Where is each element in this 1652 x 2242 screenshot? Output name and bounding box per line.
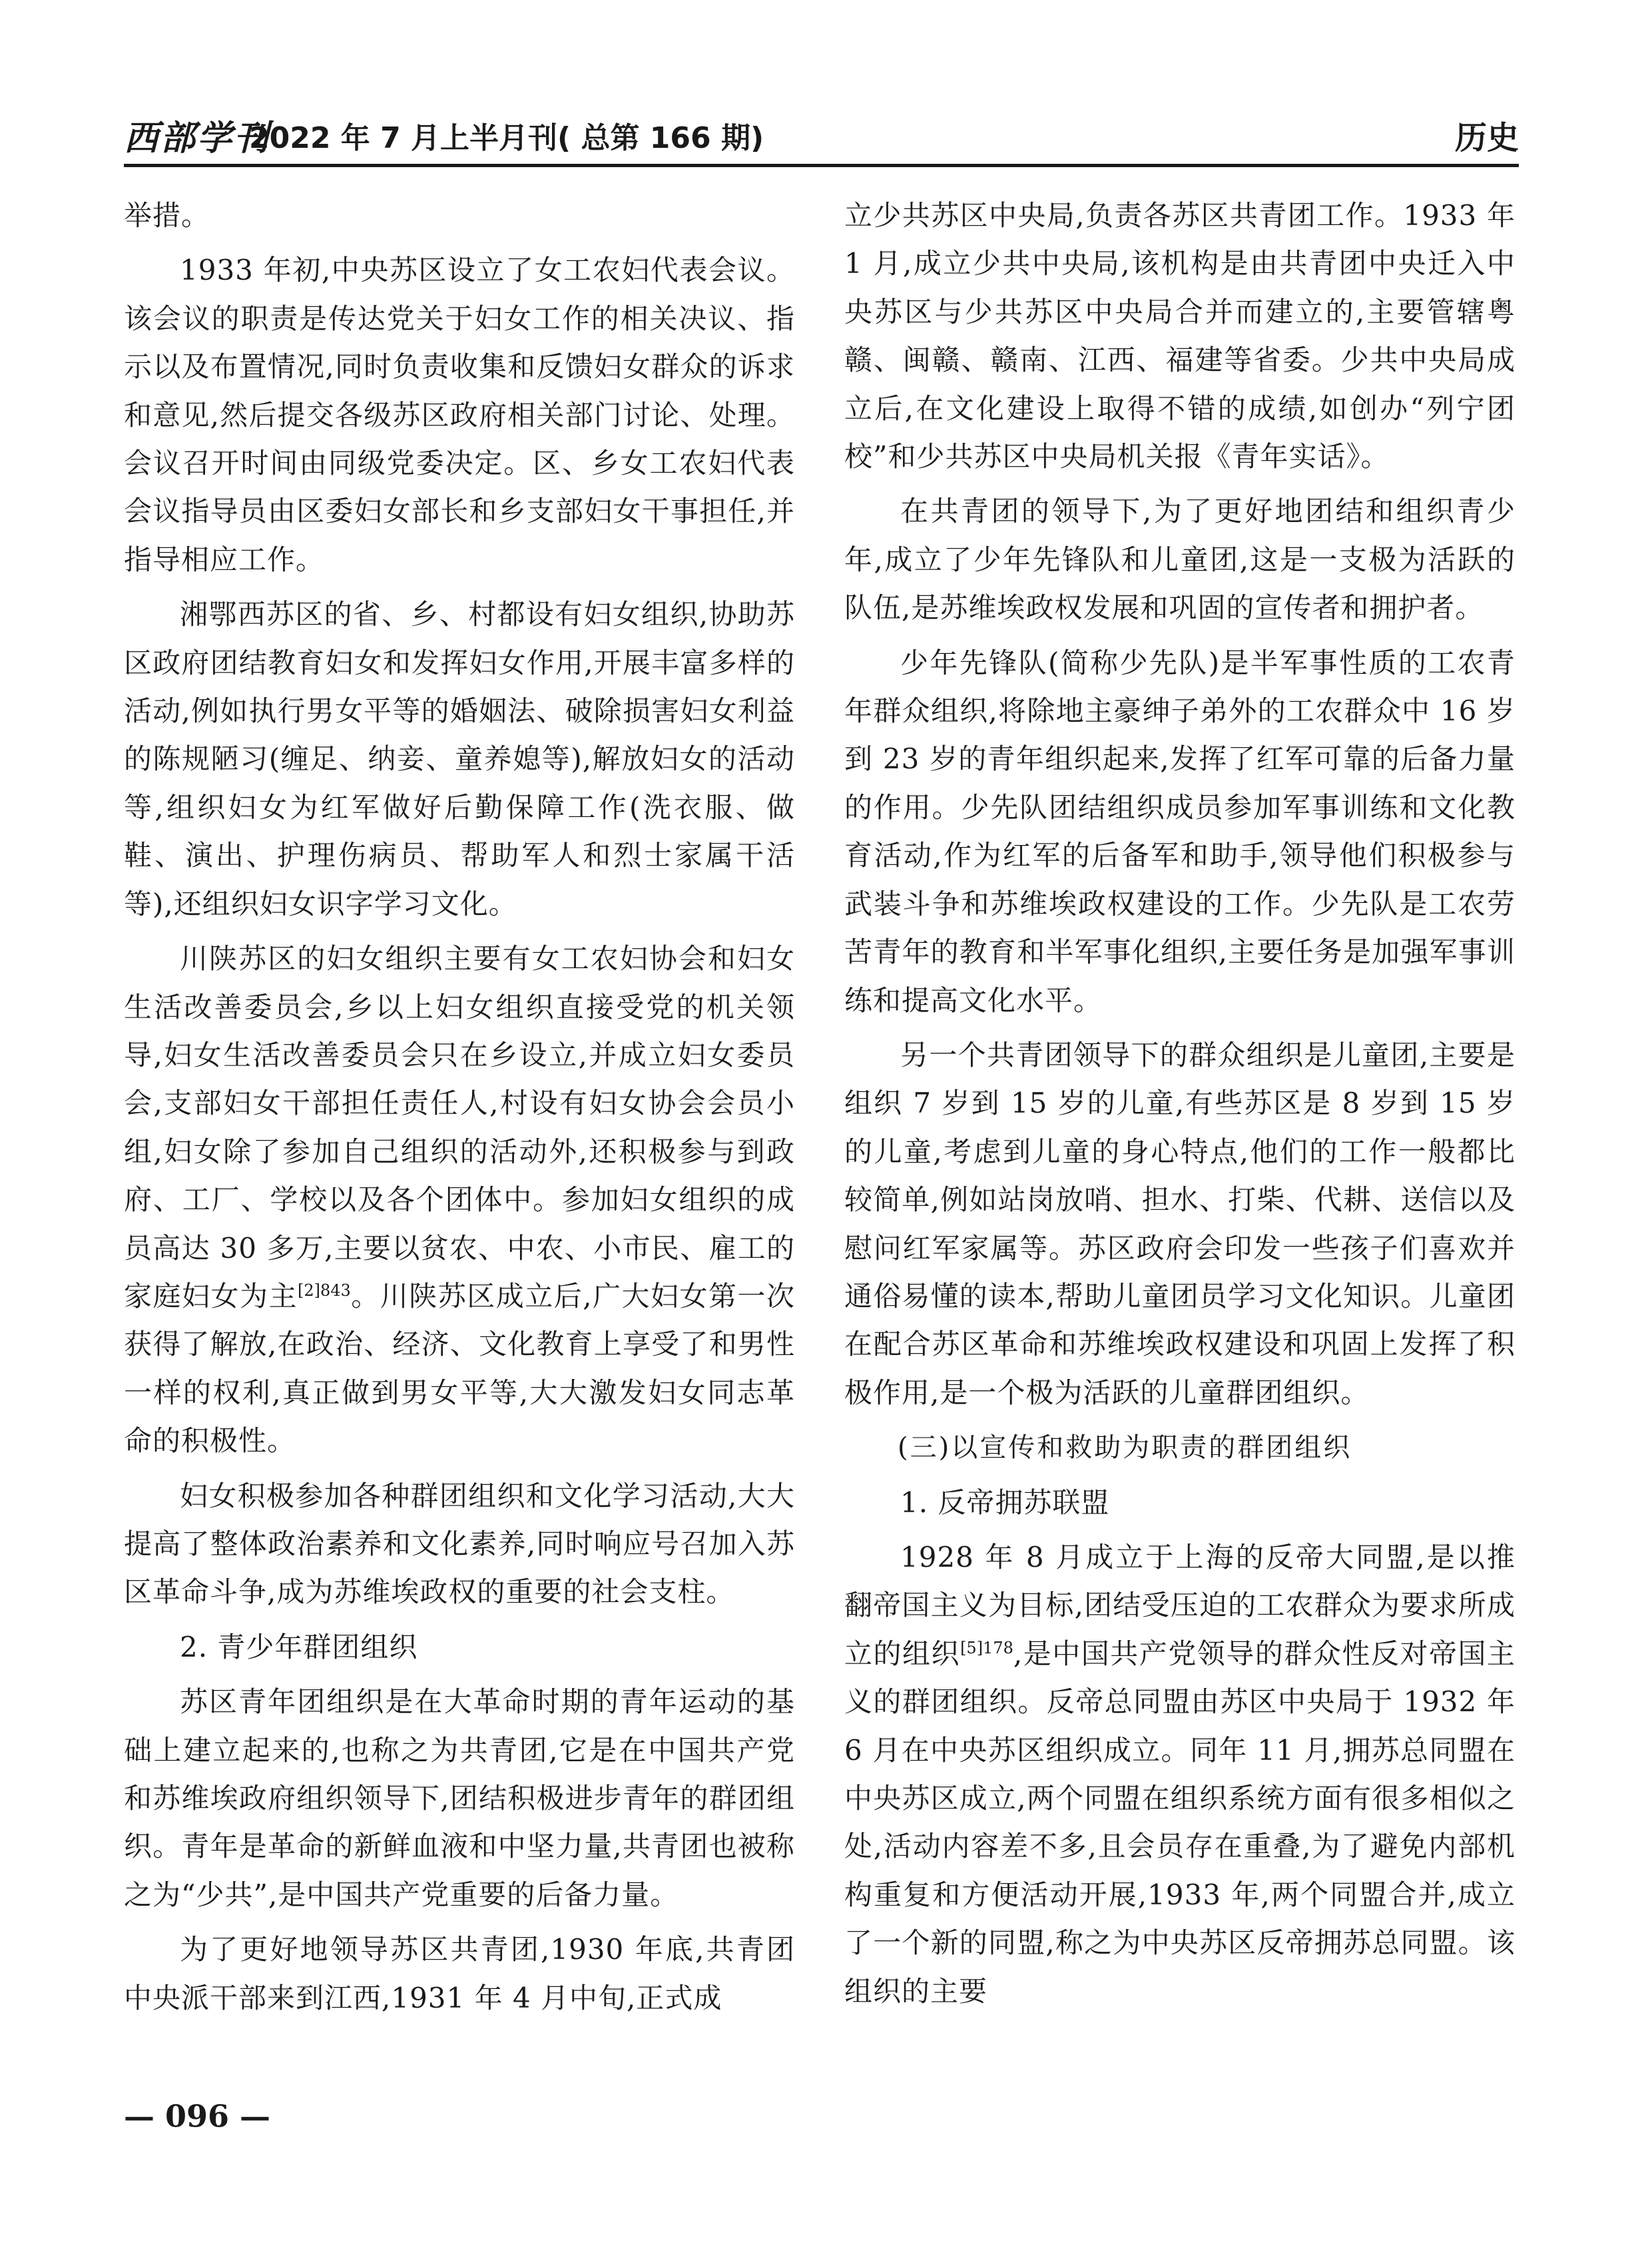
paragraph-text: 举措。 bbox=[124, 199, 210, 232]
left-column bbox=[124, 192, 795, 2029]
paragraph bbox=[124, 935, 795, 1465]
paragraph-text: 1. 反帝拥苏联盟 bbox=[900, 1486, 1110, 1519]
paragraph-text: 为了更好地领导苏区共青团,1930 年底,共青团中央派干部来到江西,1931 年 4 月中旬,正式成 bbox=[124, 1933, 795, 2014]
paragraph-text: 妇女积极参加各种群团组织和文化学习活动,大大提高了整体政治素养和文化素养,同时响应号召加入苏区革命斗争,成为苏维埃政权的重要的社会支柱。 bbox=[124, 1479, 795, 1609]
paragraph-text: 另一个共青团领导下的群众组织是儿童团,主要是组织 7 岁到 15 岁的儿童,有些苏区是 8 岁到 15 岁的儿童,考虑到儿童的身心特点,他们的工作一般都比较简单,例如站岗放哨、担水、打柴、代耕、送信以及慰问红军家属等。苏区政府会印发一些孩子们喜欢并通俗易懂的读本,帮助儿童团员学习文化知识。儿童团在配合苏区革命和苏维埃政权建设和巩固上发挥了积极作用,是一个极为活跃的儿童群团组织。 bbox=[844, 1038, 1515, 1409]
section-subheading bbox=[844, 1479, 1515, 1527]
paragraph-text: 1933 年初,中央苏区设立了女工农妇代表会议。该会议的职责是传达党关于妇女工作的相关决议、指示以及布置情况,同时负责收集和反馈妇女群众的诉求和意见,然后提交各级苏区政府相关部门讨论、处理。会议召开时间由同级党委决定。区、乡女工农妇代表会议指导员由区委妇女部长和乡支部妇女干事担任,并指导相应工作。 bbox=[124, 254, 795, 576]
paragraph bbox=[124, 246, 795, 584]
paragraph bbox=[124, 1926, 795, 2022]
paragraph bbox=[124, 1678, 795, 1919]
section-subheading bbox=[124, 1623, 795, 1671]
paragraph-continued bbox=[844, 192, 1515, 481]
paragraph-text: ,是中国共产党领导的群众性反对帝国主义的群团组织。反帝总同盟由苏区中央局于 1932 年 6 月在中央苏区组织成立。同年 11 月,拥苏总同盟在中央苏区成立,两个同盟在组织系统方面有很多相似之处,活动内容差不多,且会员存在重叠,为了避免内部机构重复和方便活动开展,1933 年,两个同盟合并,成立了一个新的同盟,称之为中央苏区反帝拥苏总同盟。该组织的主要 bbox=[844, 1637, 1515, 2008]
paragraph-text: 立少共苏区中央局,负责各苏区共青团工作。1933 年 1 月,成立少共中央局,该机构是由共青团中央迁入中央苏区与少共苏区中央局合并而建立的,主要管辖粤赣、闽赣、赣南、江西、福建等省委。少共中央局成立后,在文化建设上取得不错的成绩,如创办“列宁团校”和少共苏区中央局机关报《青年实话》。 bbox=[844, 199, 1515, 473]
citation-marker: [2]843 bbox=[297, 1280, 351, 1300]
paragraph-text: (三)以宣传和救助为职责的群团组织 bbox=[898, 1432, 1352, 1464]
citation-marker: [5]178 bbox=[960, 1638, 1013, 1657]
right-column bbox=[844, 192, 1515, 2022]
paragraph bbox=[124, 1472, 795, 1617]
issue-info: 2022 年 7 月上半月刊( 总第 166 期) bbox=[249, 121, 764, 155]
paragraph-continued bbox=[124, 192, 795, 240]
header-rule bbox=[124, 164, 1519, 167]
paragraph bbox=[844, 1031, 1515, 1417]
paragraph-text: 1928 年 8 月成立于上海的反帝大同盟,是以推翻帝国主义为目标,团结受压迫的工农群众为要求所成立的组织 bbox=[844, 1540, 1515, 1670]
page-number: — 096 — bbox=[124, 2098, 271, 2134]
running-header bbox=[124, 117, 1519, 160]
paragraph-text: 在共青团的领导下,为了更好地团结和组织青少年,成立了少年先锋队和儿童团,这是一支极为活跃的队伍,是苏维埃政权发展和巩固的宣传者和拥护者。 bbox=[844, 495, 1515, 625]
paragraph-text: 苏区青年团组织是在大革命时期的青年运动的基础上建立起来的,也称之为共青团,它是在中国共产党和苏维埃政府组织领导下,团结积极进步青年的群团组织。青年是革命的新鲜血液和中坚力量,共青团也被称之为“少共”,是中国共产党重要的后备力量。 bbox=[124, 1685, 795, 1911]
journal-logo: 西部学刊 bbox=[124, 118, 271, 158]
paragraph-text: 。川陕苏区成立后,广大妇女第一次获得了解放,在政治、经济、文化教育上享受了和男性一样的权利,真正做到男女平等,大大激发妇女同志革命的积极性。 bbox=[124, 1279, 795, 1458]
paragraph-text: 湘鄂西苏区的省、乡、村都设有妇女组织,协助苏区政府团结教育妇女和发挥妇女作用,开展丰富多样的活动,例如执行男女平等的婚姻法、破除损害妇女利益的陈规陋习(缠足、纳妾、童养媳等),解放妇女的活动等,组织妇女为红军做好后勤保障工作(洗衣服、做鞋、演出、护理伤病员、帮助军人和烈士家属干活等),还组织妇女识字学习文化。 bbox=[124, 598, 795, 920]
paragraph-text: 少年先锋队(简称少先队)是半军事性质的工农青年群众组织,将除地主豪绅子弟外的工农群众中 16 岁到 23 岁的青年组织起来,发挥了红军可靠的后备力量的作用。少先队团结组织成员参加军事训练和文化教育活动,作为红军的后备军和助手,领导他们积极参与武装斗争和苏维埃政权建设的工作。少先队是工农劳苦青年的教育和半军事化组织,主要任务是加强军事训练和提高文化水平。 bbox=[844, 646, 1515, 1017]
paragraph bbox=[124, 591, 795, 928]
section-heading bbox=[844, 1424, 1515, 1472]
paragraph bbox=[844, 1534, 1515, 2016]
paragraph-text: 2. 青少年群团组织 bbox=[180, 1630, 418, 1663]
section-label: 历史 bbox=[1454, 119, 1519, 156]
paragraph-text: 川陕苏区的妇女组织主要有女工农妇协会和妇女生活改善委员会,乡以上妇女组织直接受党的机关领导,妇女生活改善委员会只在乡设立,并成立妇女委员会,支部妇女干部担任责任人,村设有妇女协会会员小组,妇女除了参加自己组织的活动外,还积极参与到政府、工厂、学校以及各个团体中。参加妇女组织的成员高达 30 多万,主要以贫农、中农、小市民、雇工的家庭妇女为主 bbox=[124, 942, 795, 1312]
paragraph bbox=[844, 639, 1515, 1025]
paragraph bbox=[844, 487, 1515, 632]
